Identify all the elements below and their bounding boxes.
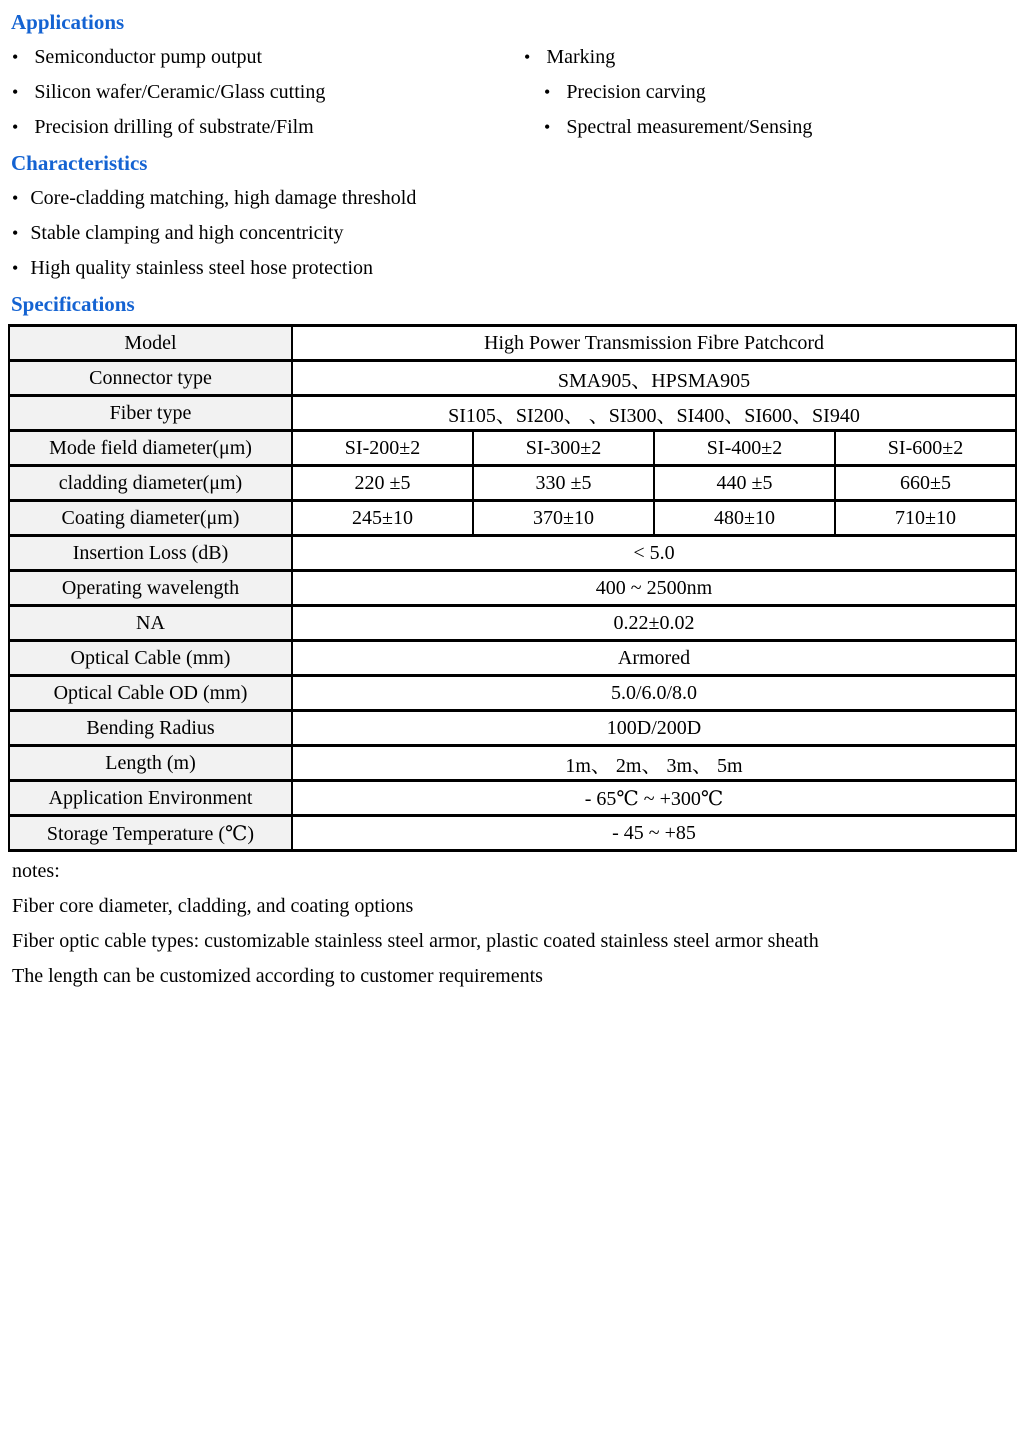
bullet-icon: •	[12, 258, 19, 278]
bullet-icon: •	[12, 188, 19, 208]
list-item	[8, 75, 1016, 110]
characteristic-item-label: Stable clamping and high concentricity	[30, 222, 344, 244]
row-value-cell: 370±10	[473, 501, 654, 536]
table-row-model	[9, 326, 1016, 361]
list-item	[8, 110, 1016, 145]
application-item	[8, 40, 524, 75]
row-label-cell: Coating diameter(μm)	[9, 501, 292, 536]
table-row-insertion-loss	[9, 536, 1016, 571]
list-item	[8, 181, 1016, 216]
application-item-label: Precision drilling of substrate/Film	[34, 116, 314, 138]
row-label-cell: Storage Temperature (℃)	[9, 816, 292, 851]
row-value-cell: < 5.0	[292, 536, 1016, 571]
row-value-cell: 710±10	[835, 501, 1016, 536]
notes-title: notes:	[12, 860, 60, 882]
specifications-heading: Specifications	[11, 292, 135, 316]
specifications-table	[8, 324, 1017, 852]
table-row-na	[9, 606, 1016, 641]
row-value-cell: - 45 ~ +85	[292, 816, 1016, 851]
characteristics-list	[8, 181, 1016, 286]
row-label-cell: Operating wavelength	[9, 571, 292, 606]
row-label-cell: Optical Cable (mm)	[9, 641, 292, 676]
application-item-label: Precision carving	[566, 81, 706, 103]
row-value-cell: 440 ±5	[654, 466, 835, 501]
row-value-cell: SI-400±2	[654, 431, 835, 466]
row-label-cell: Optical Cable OD (mm)	[9, 676, 292, 711]
table-row-optical-cable-od	[9, 676, 1016, 711]
bullet-icon: •	[12, 82, 19, 102]
bullet-icon: •	[12, 223, 19, 243]
application-item	[524, 40, 615, 75]
note-line: Fiber core diameter, cladding, and coating options	[12, 895, 414, 917]
table-row-length	[9, 746, 1016, 781]
row-value-cell: 220 ±5	[292, 466, 473, 501]
bullet-icon: •	[544, 82, 551, 102]
applications-heading: Applications	[11, 10, 125, 34]
row-value-cell: 660±5	[835, 466, 1016, 501]
note-line: Fiber optic cable types: customizable stainless steel armor, plastic coated stainless steel armor sheath	[12, 930, 819, 952]
applications-list	[8, 40, 1016, 145]
bullet-icon: •	[544, 117, 551, 137]
row-label-cell: Fiber type	[9, 396, 292, 431]
row-label-cell: Application Environment	[9, 781, 292, 816]
row-value-cell: 100D/200D	[292, 711, 1016, 746]
row-value-cell: 1m、 2m、 3m、 5m	[292, 746, 1016, 781]
application-item-label: Semiconductor pump output	[34, 46, 263, 68]
row-value-cell: SI105、SI200、 、SI300、SI400、SI600、SI940	[292, 396, 1016, 431]
row-value-cell: 0.22±0.02	[292, 606, 1016, 641]
table-row-coating-diameter	[9, 501, 1016, 536]
table-row-optical-cable	[9, 641, 1016, 676]
row-label-cell: Bending Radius	[9, 711, 292, 746]
row-value-cell: 5.0/6.0/8.0	[292, 676, 1016, 711]
row-value-cell: - 65℃ ~ +300℃	[292, 781, 1016, 816]
row-label-cell: NA	[9, 606, 292, 641]
list-item	[8, 40, 1016, 75]
application-item-label: Silicon wafer/Ceramic/Glass cutting	[34, 81, 326, 103]
table-row-bending-radius	[9, 711, 1016, 746]
table-row-application-environment	[9, 781, 1016, 816]
application-item-label: Marking	[546, 46, 616, 68]
row-value-cell: Armored	[292, 641, 1016, 676]
list-item	[8, 216, 1016, 251]
application-item	[524, 110, 812, 145]
row-value-cell: 330 ±5	[473, 466, 654, 501]
bullet-icon: •	[12, 117, 19, 137]
table-row-storage-temperature	[9, 816, 1016, 851]
row-value-cell: 480±10	[654, 501, 835, 536]
row-value-cell: SI-200±2	[292, 431, 473, 466]
row-label-cell: Mode field diameter(μm)	[9, 431, 292, 466]
characteristic-item-label: Core-cladding matching, high damage threshold	[30, 187, 417, 209]
notes-section	[8, 854, 1016, 994]
note-line: The length can be customized according to customer requirements	[12, 965, 543, 987]
bullet-icon: •	[524, 47, 531, 67]
row-value-cell: 400 ~ 2500nm	[292, 571, 1016, 606]
row-value-cell: SMA905、HPSMA905	[292, 361, 1016, 396]
row-label-cell: Model	[9, 326, 292, 361]
row-value-cell: High Power Transmission Fibre Patchcord	[292, 326, 1016, 361]
table-row-connector-type	[9, 361, 1016, 396]
application-item	[524, 75, 706, 110]
row-value-cell: SI-600±2	[835, 431, 1016, 466]
table-row-operating-wavelength	[9, 571, 1016, 606]
application-item-label: Spectral measurement/Sensing	[566, 116, 813, 138]
row-label-cell: Insertion Loss (dB)	[9, 536, 292, 571]
characteristics-heading: Characteristics	[11, 151, 148, 175]
table-row-cladding-diameter	[9, 466, 1016, 501]
application-item	[8, 75, 524, 110]
row-value-cell: SI-300±2	[473, 431, 654, 466]
bullet-icon: •	[12, 47, 19, 67]
row-value-cell: 245±10	[292, 501, 473, 536]
characteristic-item-label: High quality stainless steel hose protection	[30, 257, 374, 279]
table-row-fiber-type	[9, 396, 1016, 431]
row-label-cell: cladding diameter(μm)	[9, 466, 292, 501]
table-row-mode-field-diameter	[9, 431, 1016, 466]
row-label-cell: Connector type	[9, 361, 292, 396]
row-label-cell: Length (m)	[9, 746, 292, 781]
application-item	[8, 110, 524, 145]
list-item	[8, 251, 1016, 286]
